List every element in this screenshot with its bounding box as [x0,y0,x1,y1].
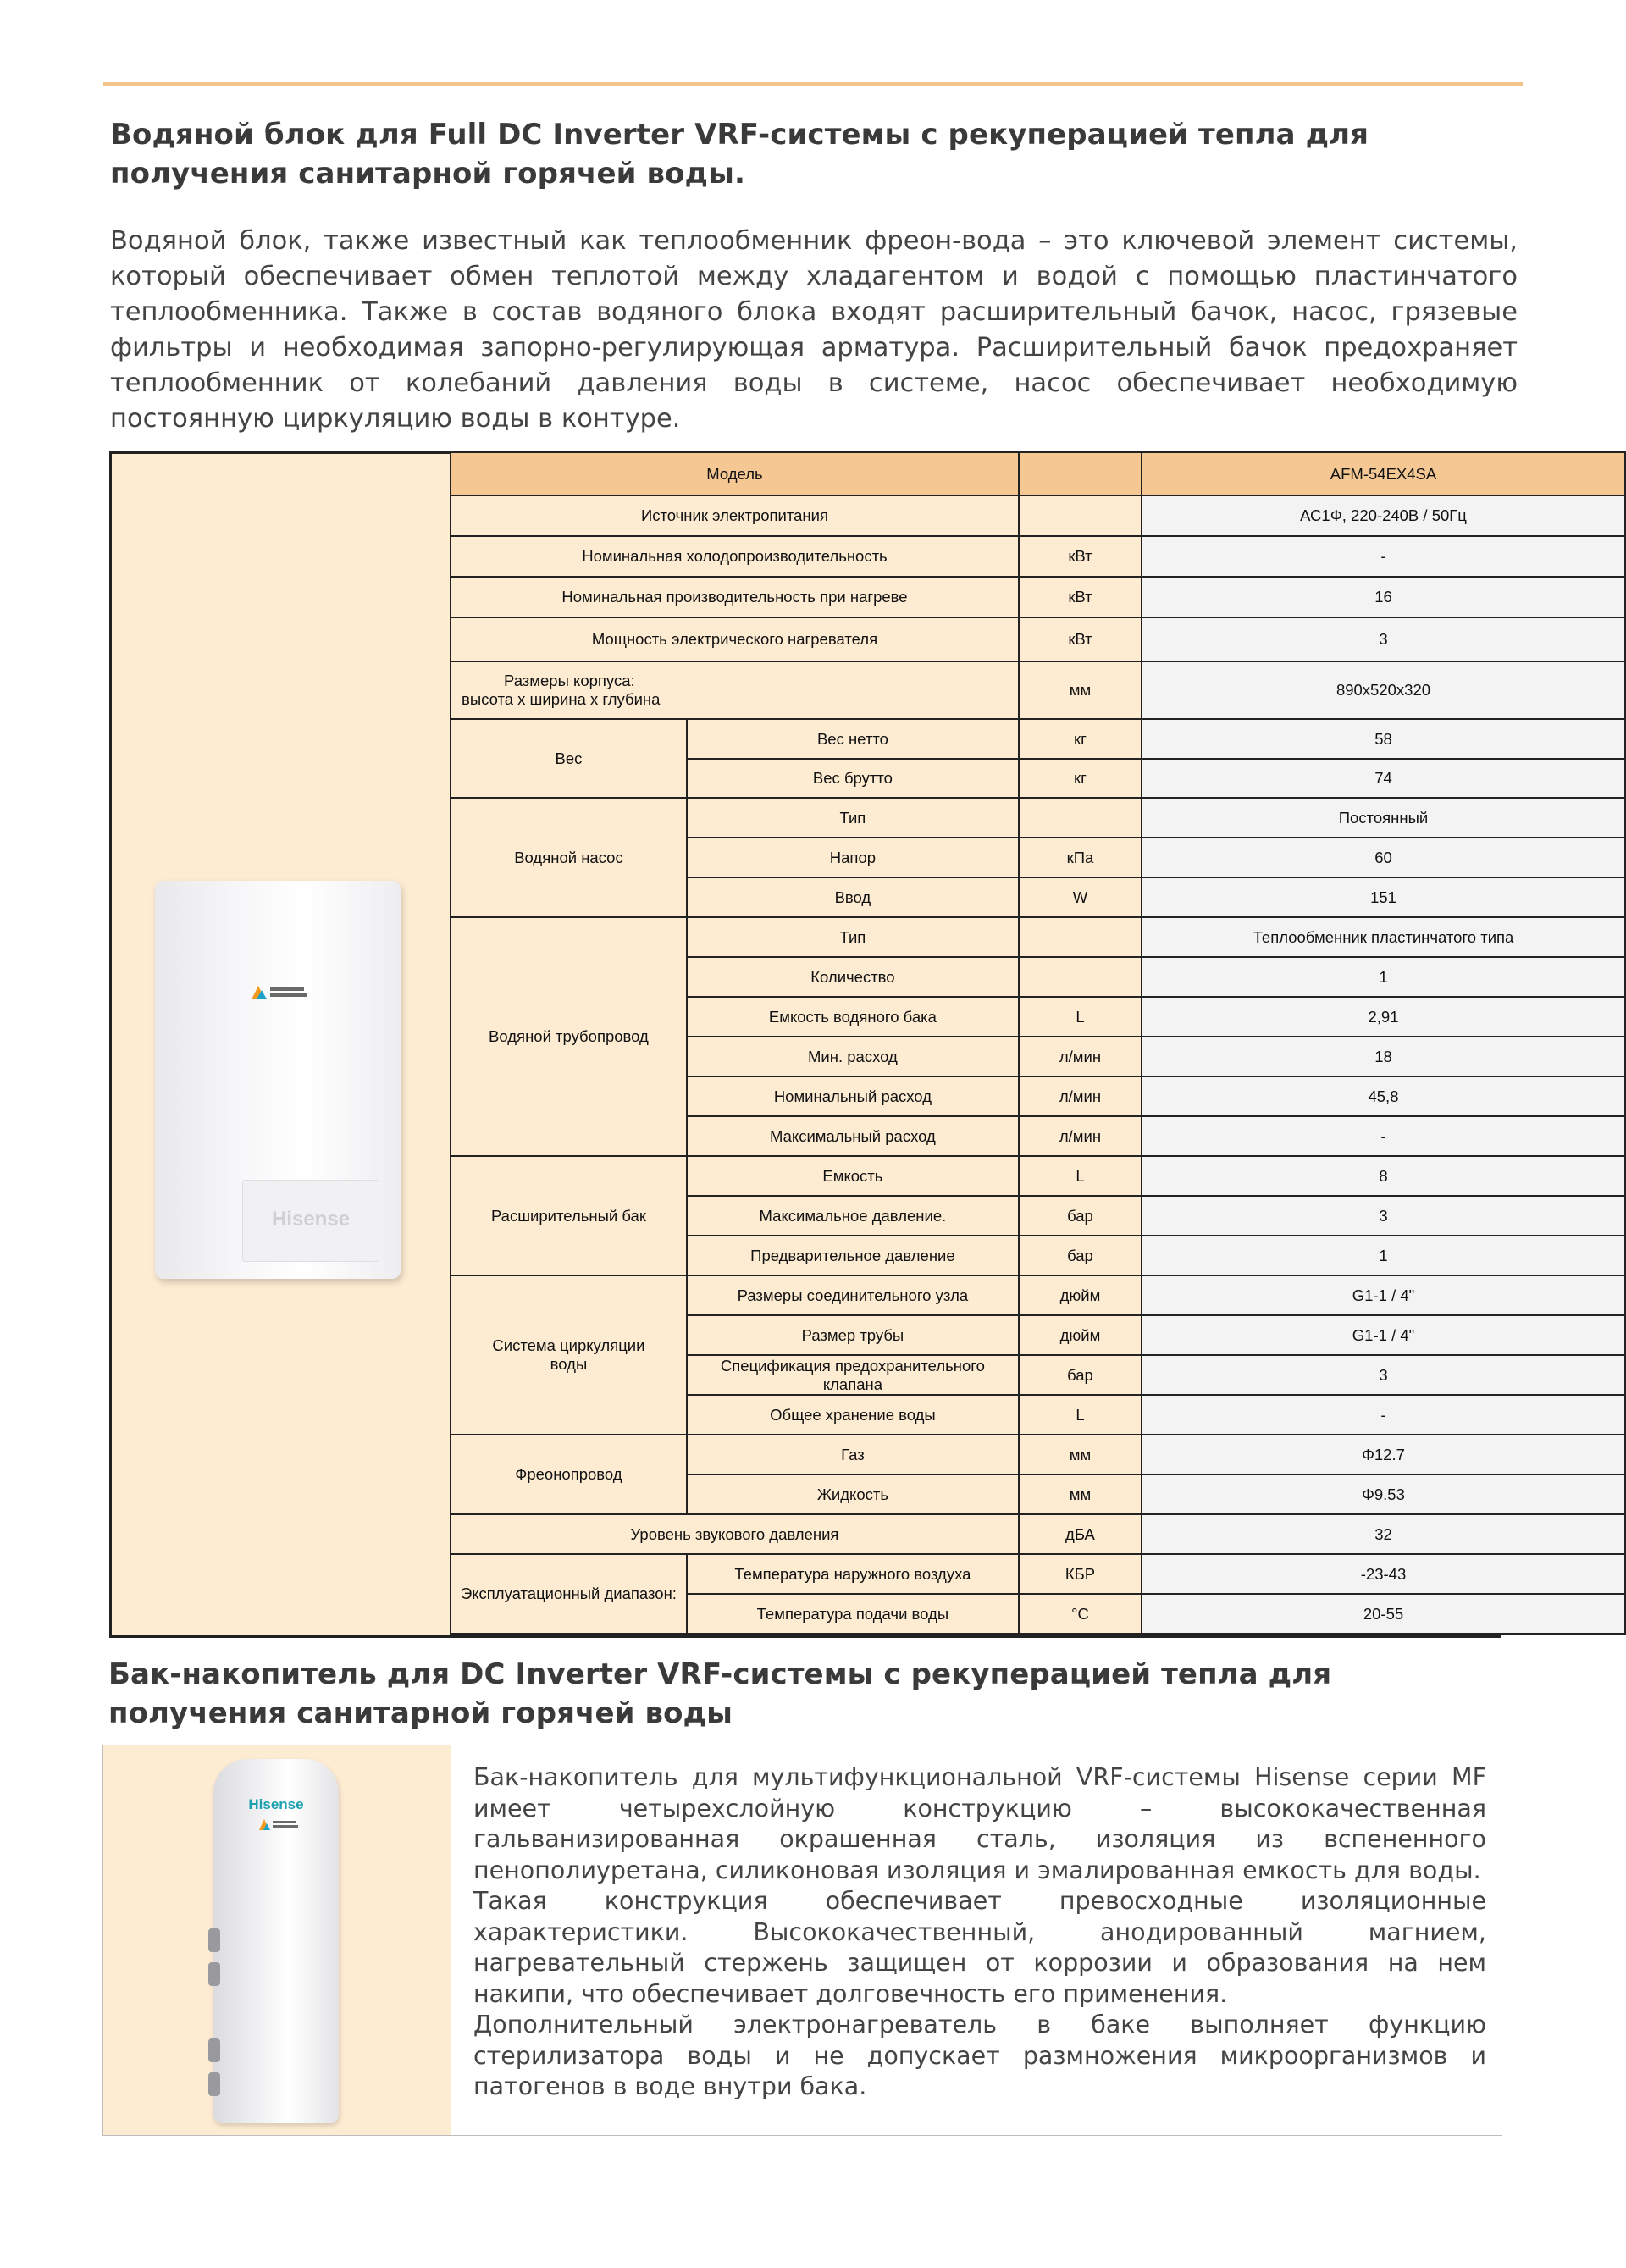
cell-value: 16 [1142,577,1625,617]
cell-value: Постоянный [1142,798,1625,838]
cell-label: Размеры соединительного узла [687,1275,1019,1315]
group-label: Водяной насос [451,798,687,917]
cell-label: Спецификация предохранительного клапана [687,1355,1019,1395]
table-row [451,577,1625,617]
spec-table [450,451,1626,1635]
dims-label-line1: Размеры корпуса: [504,672,635,689]
cell-value: Теплообменник пластинчатого типа [1142,917,1625,957]
circ-group-line1: Система циркуляции [492,1336,645,1354]
cell-value: 3 [1142,617,1625,661]
tank-pipe-fitting [208,1928,220,1952]
group-label: Вес [451,719,687,798]
cell-value: 60 [1142,838,1625,877]
cell-value: 58 [1142,719,1625,759]
cell-unit: °С [1019,1594,1142,1634]
cell-unit [1019,917,1142,957]
cell-unit [1019,798,1142,838]
table-row [451,452,1625,495]
table-row [451,617,1625,661]
tank-paragraph-1: Бак-накопитель для мультифункциональной VRF-системы Hisense серии MF имеет четырехслойную конструкцию – высококачественная гальванизированная окрашенная сталь, изоляция из вспененного пенополиуретана, силиконовая изоляция и эмалированная емкость для воды. [473,1763,1486,1884]
tank-paragraph-2: Такая конструкция обеспечивает превосходные изоляционные характеристики. Высококачественный, анодированный магнием, нагревательный стержень защищен от коррозии и образования на нем накипи, что обеспечивает долговечность его применения. [473,1887,1486,2008]
cell-value: - [1142,536,1625,577]
cell-label: Номинальная производительность при нагреве [451,577,1019,617]
cell-unit: L [1019,1156,1142,1196]
cell-value: 1 [1142,957,1625,997]
cell-label: Уровень звукового давления [451,1514,1019,1554]
table-row [451,661,1625,719]
cell-label: Размер трубы [687,1315,1019,1355]
cell-value: - [1142,1116,1625,1156]
cell-label: Мощность электрического нагревателя [451,617,1019,661]
tank-pipe-fitting [208,2072,220,2096]
brand-plate [242,1180,379,1262]
cell-value: Φ12.7 [1142,1435,1625,1474]
cell-label: Максимальное давление. [687,1196,1019,1236]
cell-unit: мм [1019,1435,1142,1474]
cell-value: 2,91 [1142,997,1625,1037]
intro-paragraph [110,224,1518,437]
cell-label: Мин. расход [687,1037,1019,1076]
cell-unit: мм [1019,661,1142,719]
cell-label: Количество [687,957,1019,997]
brand-plate-text: Hisense [271,1208,351,1231]
cell-value: 1 [1142,1236,1625,1275]
cell-value: AFM-54EX4SA [1142,452,1625,495]
tank-pipe-fitting [208,1962,220,1986]
cell-unit [1019,495,1142,536]
multifunction-logo-icon [250,982,309,1003]
cell-value: - [1142,1395,1625,1435]
cell-unit: кВт [1019,536,1142,577]
cell-unit: L [1019,997,1142,1037]
cell-label: Номинальный расход [687,1076,1019,1116]
cell-value: 32 [1142,1514,1625,1554]
cell-value: 45,8 [1142,1076,1625,1116]
table-row [451,1156,1625,1196]
cell-unit: кВт [1019,617,1142,661]
table-row [451,719,1625,759]
section-title-water-unit: Водяной блок для Full DC Inverter VRF-системы с рекуперацией тепла для получения санитарной горячей воды. [110,118,1369,191]
storage-tank-box [102,1745,1502,2136]
cell-unit: дюйм [1019,1315,1142,1355]
cell-label: Температура наружного воздуха [687,1554,1019,1594]
cell-label: Емкость [687,1156,1019,1196]
cell-unit: L [1019,1395,1142,1435]
cell-unit: л/мин [1019,1037,1142,1076]
group-label: Расширительный бак [451,1156,687,1275]
cell-unit: кВт [1019,577,1142,617]
cell-value: АС1Ф, 220-240В / 50Гц [1142,495,1625,536]
multifunction-logo-icon [257,1817,300,1832]
cell-label: Источник электропитания [451,495,1019,536]
table-row [451,536,1625,577]
cell-label: Напор [687,838,1019,877]
cell-label: Жидкость [687,1474,1019,1514]
cell-label: Номинальная холодопроизводительность [451,536,1019,577]
table-row [451,1514,1625,1554]
table-row [451,1275,1625,1315]
storage-tank-image [213,1759,339,2123]
cell-unit: дюйм [1019,1275,1142,1315]
tank-pipe-fitting [208,2038,220,2062]
cell-value: 20-55 [1142,1594,1625,1634]
cell-label: Предварительное давление [687,1236,1019,1275]
cell-unit: л/мин [1019,1116,1142,1156]
cell-label: Общее хранение воды [687,1395,1019,1435]
cell-value: 3 [1142,1196,1625,1236]
cell-unit: л/мин [1019,1076,1142,1116]
tank-image-panel [103,1745,451,2135]
section-title-storage-tank: Бак-накопитель для DC Inverter VRF-системы с рекуперацией тепла для получения санитарной горячей воды [108,1657,1332,1730]
water-unit-image [155,881,401,1279]
circ-group-line2: воды [550,1355,588,1373]
cell-label: Температура подачи воды [687,1594,1019,1634]
intro-text: Водяной блок, также известный как теплообменник фреон-вода – это ключевой элемент системы, который обеспечивает обмен теплотой между хладагентом и водой с помощью пластинчатого теплообменника. Также в состав водяного блока входят расширительный бачок, насос, грязевые фильтры и необходимая запорно-регулирующая арматура. Расширительный бачок предохраняет теплообменник от колебаний давления воды в системе, насос обеспечивает необходимую постоянную циркуляцию воды в контуре. [110,226,1518,434]
table-row [451,1554,1625,1594]
cell-unit: бар [1019,1355,1142,1395]
table-row [451,917,1625,957]
cell-unit: дБА [1019,1514,1142,1554]
top-divider [103,82,1523,86]
cell-value: 890x520x320 [1142,661,1625,719]
dims-label-line2: высота х ширина х глубина [462,690,661,708]
cell-unit: W [1019,877,1142,917]
cell-label: Модель [451,452,1019,495]
cell-label: Ввод [687,877,1019,917]
group-label [451,1275,687,1435]
tank-paragraph-3: Дополнительный электронагреватель в баке выполняет функцию стерилизатора воды и не допускает размножения микроорганизмов и патогенов в воде внутри бака. [473,2011,1486,2100]
cell-value: 3 [1142,1355,1625,1395]
cell-label: Максимальный расход [687,1116,1019,1156]
cell-unit [1019,452,1142,495]
cell-unit: бар [1019,1196,1142,1236]
cell-label: Газ [687,1435,1019,1474]
cell-unit [1019,957,1142,997]
cell-value: G1-1 / 4" [1142,1275,1625,1315]
cell-label: Тип [687,798,1019,838]
cell-value: G1-1 / 4" [1142,1315,1625,1355]
cell-value: 8 [1142,1156,1625,1196]
cell-label: Вес нетто [687,719,1019,759]
table-row [451,1435,1625,1474]
tank-description [473,1762,1486,2103]
cell-unit: КБР [1019,1554,1142,1594]
cell-unit: кг [1019,719,1142,759]
group-label: Фреонопровод [451,1435,687,1514]
group-label: Эксплуатационный диапазон: [451,1554,687,1634]
cell-label: Вес брутто [687,759,1019,798]
cell-label [451,661,1019,719]
cell-value: 151 [1142,877,1625,917]
table-row [451,495,1625,536]
cell-unit: кг [1019,759,1142,798]
cell-label: Тип [687,917,1019,957]
cell-value: 18 [1142,1037,1625,1076]
cell-unit: мм [1019,1474,1142,1514]
cell-value: -23-43 [1142,1554,1625,1594]
cell-label: Емкость водяного бака [687,997,1019,1037]
table-row [451,798,1625,838]
group-label: Водяной трубопровод [451,917,687,1156]
cell-unit: кПа [1019,838,1142,877]
cell-value: Φ9.53 [1142,1474,1625,1514]
tank-brand-text: Hisense [248,1796,304,1812]
cell-value: 74 [1142,759,1625,798]
cell-unit: бар [1019,1236,1142,1275]
